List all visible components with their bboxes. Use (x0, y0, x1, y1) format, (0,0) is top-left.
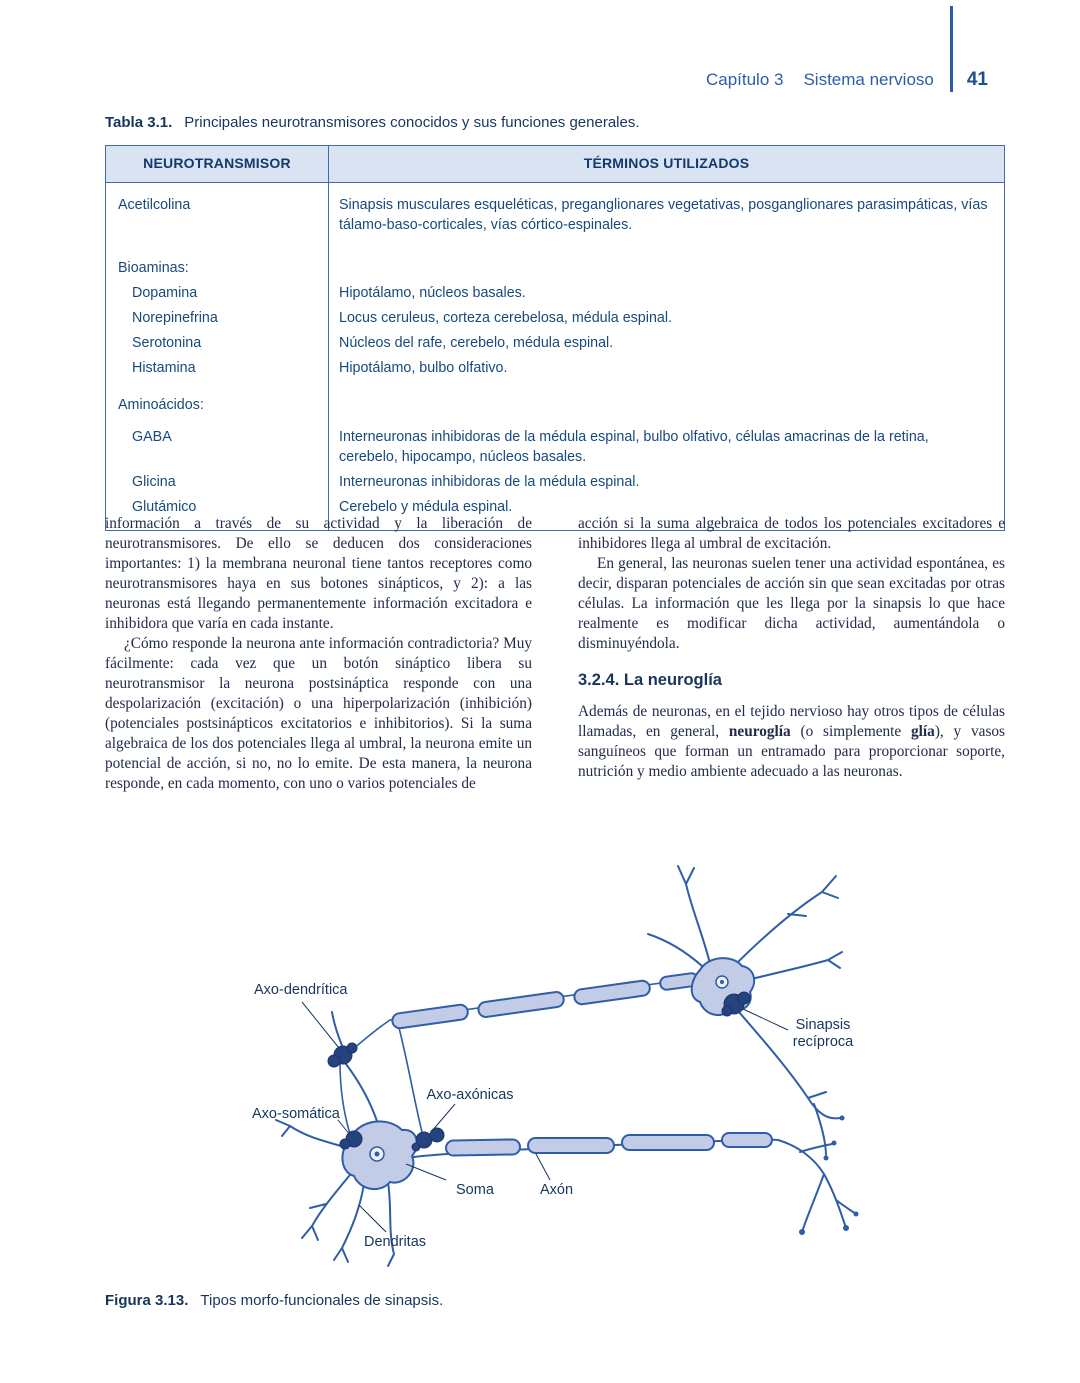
paragraph-neuroglia (578, 702, 1005, 782)
table-row (106, 183, 1004, 243)
table-caption (105, 114, 640, 131)
label-dendritas: Dendritas (363, 1234, 427, 1250)
cell-neurotransmitter: Glutámico (132, 498, 197, 515)
cell-neurotransmitter: Aminoácidos: (118, 397, 204, 414)
cell-neurotransmitter: Glicina (132, 473, 176, 490)
cell-neurotransmitter: Norepinefrina (132, 309, 218, 326)
cell-neurotransmitter: Histamina (132, 359, 196, 376)
header-divider (950, 6, 953, 92)
table-title: Principales neurotransmisores conocidos y sus funciones generales. (184, 114, 640, 131)
cell-neurotransmitter: Bioaminas: (118, 259, 189, 276)
table-header-row (106, 146, 1004, 183)
label-axon: Axón (540, 1182, 574, 1198)
column-header-terms: TÉRMINOS UTILIZADOS (328, 146, 1004, 182)
cell-neurotransmitter: Acetilcolina (118, 196, 191, 213)
myelinated-axon-upper (391, 972, 698, 1029)
table-row-group (106, 243, 1004, 281)
bold-term-glia: glía (911, 722, 935, 740)
cell-terms: Cerebelo y médula espinal. (328, 494, 1004, 530)
label-axo-dendritica: Axo-dendrítica (254, 982, 348, 998)
text-segment: ), y vasos sanguíneos que forman un entramado para proporcionar soporte, nutrición y medio ambiente adecuado a las neuronas. (578, 722, 1005, 780)
cell-neurotransmitter: Dopamina (132, 284, 198, 301)
neuron-diagram (240, 852, 860, 1282)
bouton-axo-axonic (412, 1128, 444, 1151)
left-nucleolus (375, 1152, 380, 1157)
section-label: Sistema nervioso (803, 70, 934, 89)
bold-term-neuroglia: neuroglía (728, 722, 791, 740)
label-axo-somatica: Axo-somática (252, 1106, 340, 1122)
paragraph: información a través de su actividad y la liberación de neurotransmisores. De ello se deducen dos consideraciones importantes: 1) la membrana neuronal tiene tantos receptores como neurotransmisores haya en sus botones sinápticos, y 2): a las neuronas está llegando permanentemente información excitadora e inhibidora que varía en cada instante. (105, 515, 532, 633)
cell-terms: Interneuronas inhibidoras de la médula espinal. (328, 469, 1004, 494)
label-sinapsis-reciproca-line2: recíproca (792, 1034, 854, 1050)
figure-caption-label: Figura 3.13. (105, 1292, 189, 1309)
body-column-right (578, 514, 1005, 794)
table-row (106, 305, 1004, 330)
table-row (106, 355, 1004, 380)
page-header (706, 6, 988, 92)
cell-terms (328, 380, 1004, 418)
cell-terms (328, 243, 1004, 281)
table-row (106, 418, 1004, 470)
paragraph: acción si la suma algebraica de todos los potenciales excitadores e inhibidores llega al umbral de excitación. (578, 515, 1005, 553)
table-row (106, 330, 1004, 355)
myelinated-axon-lower (446, 1133, 772, 1156)
page-number: 41 (966, 69, 988, 90)
label-axo-axonicas: Axo-axónicas (426, 1087, 514, 1103)
column-header-neurotransmitter: NEUROTRANSMISOR (143, 155, 291, 171)
neuron-processes (276, 866, 856, 1266)
cell-terms: Núcleos del rafe, cerebelo, médula espinal. (328, 330, 1004, 355)
chapter-label: Capítulo 3 (705, 70, 784, 89)
cell-terms: Locus ceruleus, corteza cerebelosa, médula espinal. (328, 305, 1004, 330)
paragraph: ¿Cómo responde la neurona ante información contradictoria? Muy fácilmente: cada vez que un botón sináptico libera su neurotransmisor la neurona postsináptica responde con una despolarización (excitación) o una hiperpolarización (inhibición) (potenciales postsinápticos excitatorios e inhibitorios). Si la suma algebraica de los dos potenciales llega al umbral, la neurona emite un potencial de acción, si no, no lo emite. De esta manera, la neurona responde, en cada momento, con uno o varios potenciales de (105, 635, 532, 793)
table-label: Tabla 3.1. (105, 114, 173, 131)
cell-terms: Interneuronas inhibidoras de la médula espinal, bulbo olfativo, células amacrinas de la retina, cerebelo, hipocampo, núcleos basales. (328, 418, 1004, 470)
section-heading: 3.2.4. La neuroglía (578, 671, 722, 690)
table-row-group (106, 380, 1004, 418)
right-nucleolus (720, 980, 724, 984)
cell-terms: Sinapsis musculares esqueléticas, preganglionares vegetativas, posganglionares parasimpáticas, vías tálamo-baso-corticales, vías córtico-espinales. (328, 183, 1004, 243)
body-column-left (105, 514, 532, 794)
label-sinapsis-reciproca-line1: Sinapsis (795, 1017, 851, 1033)
figure-3-13 (240, 852, 860, 1282)
cell-terms: Hipotálamo, bulbo olfativo. (328, 355, 1004, 380)
text-segment: (o simplemente (790, 722, 912, 740)
body-columns (105, 514, 1005, 794)
figure-caption (105, 1292, 443, 1309)
neurotransmitters-table (105, 145, 1005, 531)
table-row (106, 469, 1004, 494)
label-soma: Soma (456, 1182, 494, 1198)
figure-caption-text: Tipos morfo-funcionales de sinapsis. (200, 1292, 444, 1309)
paragraph: En general, las neuronas suelen tener una actividad espontánea, es decir, disparan potenciales de acción sin que sean excitadas por otras células. La información que les llega por la sinapsis lo que hace realmente es modificar dicha actividad, aumentándola o disminuyéndola. (578, 555, 1005, 653)
cell-neurotransmitter: GABA (132, 428, 172, 445)
bouton-axo-dendritic (328, 1043, 357, 1067)
cell-terms: Hipotálamo, núcleos basales. (328, 280, 1004, 305)
table-row (106, 280, 1004, 305)
text-segment: Además de neuronas, en el tejido nervioso hay otros tipos de células llamadas, en general, (578, 702, 1005, 740)
cell-neurotransmitter: Serotonina (132, 334, 202, 351)
